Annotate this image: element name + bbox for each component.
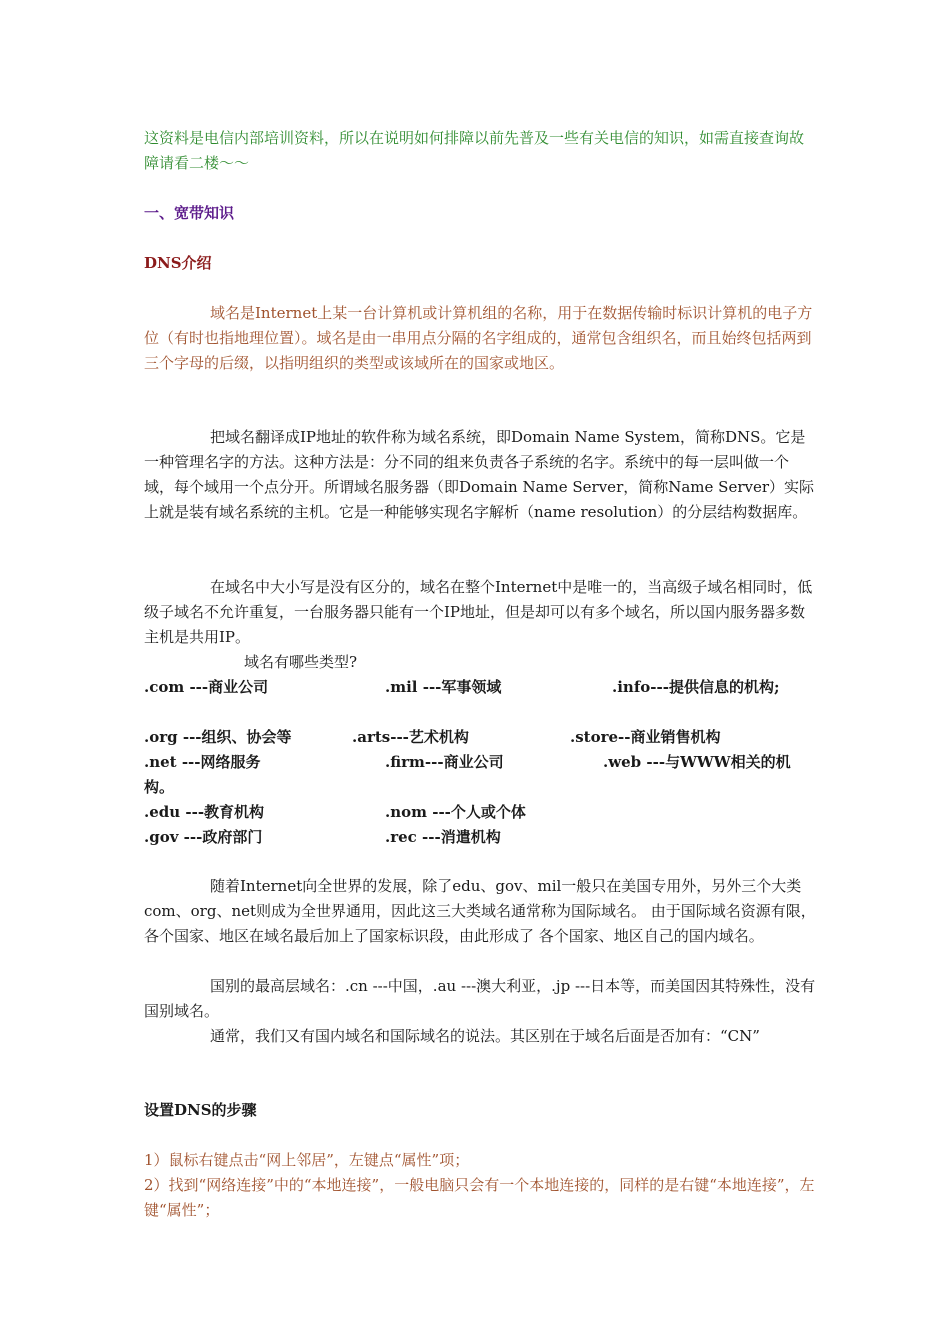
domain-type-web-continuation: 构。 <box>144 778 175 796</box>
domain-types-row <box>144 725 824 750</box>
domain-types-row <box>144 800 824 825</box>
setup-step-2: 2）找到“网络连接”中的“本地连接”，一般电脑只会有一个本地连接的，同样的是右键“本地连接”，左键“属性”； <box>144 1176 815 1219</box>
domain-type-net: .net ---网络服务 <box>144 753 261 771</box>
paragraph-domestic-vs-international: 通常，我们又有国内域名和国际域名的说法。其区别在于域名后面是否加有：“CN” <box>210 1027 760 1045</box>
intro-paragraph: 这资料是电信内部培训资料，所以在说明如何排障以前先普及一些有关电信的知识，如需直接查询故障请看二楼～～ <box>144 129 805 172</box>
domain-type-org: .org ---组织、协会等 <box>144 728 292 746</box>
domain-type-rec: .rec ---消遣机构 <box>385 828 501 846</box>
domain-type-com: .com ---商业公司 <box>144 678 269 696</box>
domain-types-row <box>144 675 824 700</box>
domain-types-row <box>144 750 824 775</box>
paragraph-dns-definition: 把域名翻译成IP地址的软件称为域名系统，即Domain Name System，简称DNS。它是一种管理名字的方法。这种方法是：分不同的组来负责各子系统的名字。系统中的每一层叫做一个域，每个域用一个点分开。所谓域名服务器（即Domain Name Server，简称Name Server）实际上就是装有域名系统的主机。它是一种能够实现名字解析（name resolution）的分层结构数据库。 <box>144 428 815 521</box>
domain-types-row <box>144 825 824 850</box>
section-heading-broadband: 一、宽带知识 <box>144 204 235 222</box>
domain-type-mil: .mil ---军事领域 <box>385 678 502 696</box>
paragraph-case-insensitive: 在域名中大小写是没有区分的，域名在整个Internet中是唯一的，当高级子域名相同时，低级子域名不允许重复，一台服务器只能有一个IP地址，但是却可以有多个域名，所以国内服务器多数主机是共用IP。 <box>144 578 813 646</box>
domain-types-question: 域名有哪些类型? <box>244 653 358 671</box>
domain-type-edu: .edu ---教育机构 <box>144 803 265 821</box>
domain-type-web: .web ---与WWW相关的机 <box>603 753 791 771</box>
domain-type-firm: .firm---商业公司 <box>385 753 504 771</box>
domain-types-row-continuation <box>144 775 824 800</box>
setup-step-1: 1）鼠标右键点击“网上邻居”，左键点“属性”项； <box>144 1151 470 1169</box>
domain-type-info: .info---提供信息的机构; <box>612 678 780 696</box>
paragraph-international-domains: 随着Internet向全世界的发展，除了edu、gov、mil一般只在美国专用外，另外三个大类com、org、net则成为全世界通用，因此这三大类域名通常称为国际域名。 由于国际域名资源有限，各个国家、地区在域名最后加上了国家标识段，由此形成了 各个国家、地区自己的国内域名。 <box>144 877 816 945</box>
paragraph-country-domains: 国别的最高层域名：.cn ---中国，.au ---澳大利亚，.jp ---日本等，而美国因其特殊性，没有国别域名。 <box>144 977 816 1020</box>
domain-type-gov: .gov ---政府部门 <box>144 828 263 846</box>
paragraph-domain-definition: 域名是Internet上某一台计算机或计算机组的名称，用于在数据传输时标识计算机的电子方位（有时也指地理位置）。域名是由一串用点分隔的名字组成的，通常包含组织名，而且始终包括两到三个字母的后缀，以指明组织的类型或该域所在的国家或地区。 <box>144 304 813 372</box>
domain-type-nom: .nom ---个人或个体 <box>385 803 526 821</box>
section-heading-setup-dns: 设置DNS的步骤 <box>144 1101 257 1119</box>
domain-type-store: .store--商业销售机构 <box>570 728 721 746</box>
section-heading-dns: DNS介绍 <box>144 254 212 272</box>
domain-type-arts: .arts---艺术机构 <box>352 728 469 746</box>
